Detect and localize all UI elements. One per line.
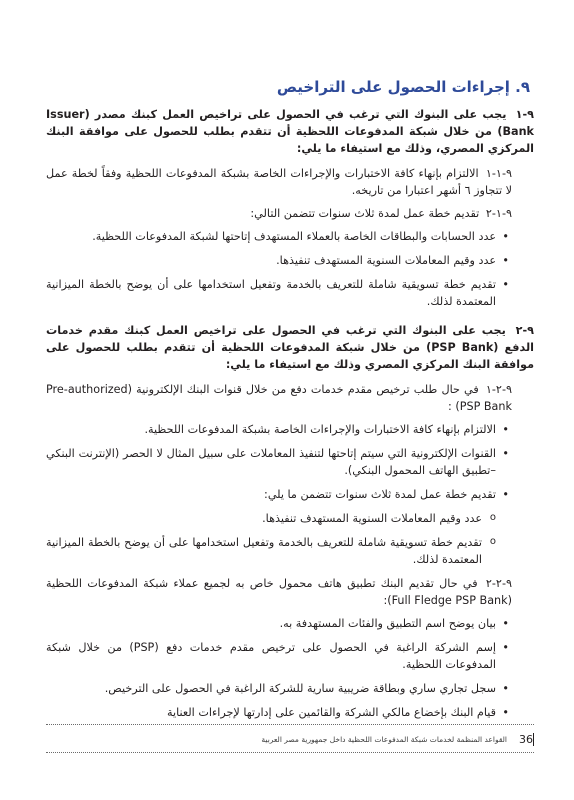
footer-divider [46, 752, 534, 753]
list-item: • عدد الحسابات والبطاقات الخاصة بالعملاء المستهدف إتاحتها لشبكة المدفوعات اللحظية. [46, 228, 496, 245]
clause-9-2-1 [46, 381, 512, 415]
clause-9-2 [46, 322, 534, 373]
clause-text: يجب على البنوك التي ترغب في الحصول على تراخيص العمل كبنك مقدم خدمات الدفع (PSP Bank) من خلال شبكة المدفوعات اللحظية أن تتقدم بطلب للحصول على موافقة البنك المركزي المصري وذلك مع استيفاء ما يلي: [46, 324, 534, 371]
list-item: • بيان يوضح اسم التطبيق والفئات المستهدفة به. [46, 615, 496, 632]
sub-list-9-2-1 [46, 510, 534, 568]
clause-9-1 [46, 106, 534, 157]
clause-text: الالتزام بإنهاء كافة الاختبارات والإجراءات الخاصة بشبكة المدفوعات اللحظية وفقاً لخطة عمل لا تتجاوز ٦ أشهر اعتبارا من تاريخه. [46, 167, 512, 197]
list-item: • الالتزام بإنهاء كافة الاختبارات والإجراءات الخاصة بشبكة المدفوعات اللحظية. [46, 421, 496, 438]
clause-number: ٩-١-٢ [485, 207, 512, 220]
clause-number: ٩-١ [515, 108, 534, 121]
list-item: • قيام البنك بإخضاع مالكي الشركة والقائمين على إدارتها لإجراءات العناية [46, 704, 496, 721]
clause-text: في حال طلب ترخيص مقدم خدمات دفع من خلال قنوات البنك الإلكترونية (Pre-authorized PSP Bank) : [46, 383, 512, 413]
clause-9-2-2 [46, 575, 512, 609]
clause-9-1-1 [46, 165, 512, 199]
page-number: 36 [513, 733, 534, 746]
bullet-list-9-2-2 [46, 615, 534, 721]
clause-text: يجب على البنوك التي ترغب في الحصول على تراخيص العمل كبنك مصدر (Issuer Bank) من خلال شبكة المدفوعات اللحظية أن تتقدم بطلب للحصول على موافقة البنك المركزي المصري، وذلك مع استيفاء ما يلي: [46, 108, 534, 155]
clause-text: تقديم خطة عمل لمدة ثلاث سنوات تتضمن التالي: [250, 207, 480, 220]
list-item: • تقديم خطة تسويقية شاملة للتعريف بالخدمة وتفعيل استخدامها على أن يوضح بالخطة الميزانية المعتمدة لذلك. [46, 276, 496, 310]
clause-9-1-2 [46, 205, 512, 222]
section-heading [46, 76, 530, 98]
section-title-text: إجراءات الحصول على التراخيص [276, 78, 510, 96]
list-item: • سجل تجاري ساري وبطاقة ضريبية سارية للشركة الراغبة في الحصول على الترخيص. [46, 680, 496, 697]
list-item: o تقديم خطة تسويقية شاملة للتعريف بالخدمة وتفعيل استخدامها على أن يوضح بالخطة الميزانية المعتمدة لذلك. [46, 534, 482, 568]
page-footer [46, 724, 534, 747]
clause-number: ٩-٢-١ [485, 383, 512, 396]
list-item: • إسم الشركة الراغبة في الحصول على ترخيص مقدم خدمات دفع (PSP) من خلال شبكة المدفوعات اللحظية. [46, 639, 496, 673]
clause-number: ٩-٢ [515, 324, 534, 337]
document-page [46, 76, 534, 728]
bullet-list-9-1-2 [46, 228, 534, 310]
footer-text: القواعد المنظمة لخدمات شبكة المدفوعات اللحظية داخل جمهورية مصر العربية [261, 734, 507, 744]
list-item: • عدد وقيم المعاملات السنوية المستهدف تنفيذها. [46, 252, 496, 269]
list-item: • تقديم خطة عمل لمدة ثلاث سنوات تتضمن ما يلي: [46, 486, 496, 503]
list-item: o عدد وقيم المعاملات السنوية المستهدف تنفيذها. [46, 510, 482, 527]
section-number: ٩. [515, 78, 530, 96]
clause-text: في حال تقديم البنك تطبيق هاتف محمول خاص به لجميع عملاء شبكة المدفوعات اللحظية (Full Fledge PSP Bank): [46, 577, 512, 607]
bullet-list-9-2-1 [46, 421, 534, 503]
list-item: • القنوات الإلكترونية التي سيتم إتاحتها لتنفيذ المعاملات على سبيل المثال لا الحصر (الإنترنت البنكي –تطبيق الهاتف المحمول البنكي). [46, 445, 496, 479]
clause-number: ٩-٢-٢ [485, 577, 512, 590]
clause-number: ٩-١-١ [485, 167, 512, 180]
